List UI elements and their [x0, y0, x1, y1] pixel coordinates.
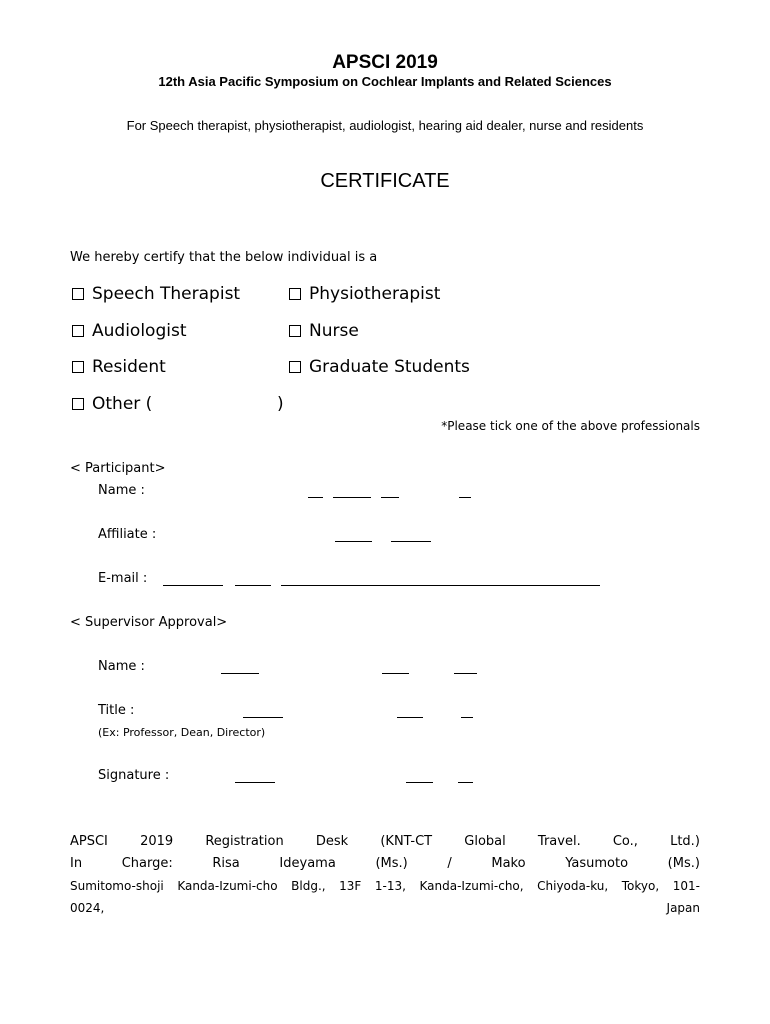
option-label: Nurse — [309, 321, 359, 341]
supervisor-name-label: Name : — [98, 659, 145, 674]
supervisor-section-title: < Supervisor Approval> — [70, 615, 228, 630]
other-close-paren: ) — [277, 394, 284, 414]
underline — [243, 703, 283, 718]
option-label: Resident — [92, 357, 166, 377]
footer-word: Tokyo, — [621, 879, 660, 893]
participant-affiliate-field[interactable] — [163, 527, 465, 543]
footer-in-charge — [70, 856, 700, 871]
conference-subtitle: 12th Asia Pacific Symposium on Cochlear Implants and Related Sciences — [158, 74, 612, 89]
underline — [235, 768, 275, 783]
supervisor-title-example: (Ex: Professor, Dean, Director) — [98, 726, 266, 739]
option-label: Graduate Students — [309, 357, 470, 377]
footer-word: Kanda-Izumi-cho — [177, 879, 278, 893]
option-label: Speech Therapist — [92, 284, 241, 304]
participant-email-field[interactable] — [163, 571, 600, 587]
underline — [454, 659, 477, 674]
supervisor-title-label: Title : — [98, 703, 135, 718]
option-label: Audiologist — [92, 321, 187, 341]
option-label: Physiotherapist — [309, 284, 441, 304]
checkbox-icon[interactable] — [289, 361, 301, 373]
underline — [382, 659, 409, 674]
underline — [458, 768, 473, 783]
underline — [391, 527, 431, 542]
option-graduate-students[interactable] — [289, 357, 470, 377]
footer-word: Co., — [612, 834, 638, 849]
option-audiologist[interactable] — [72, 321, 186, 341]
footer-word: Charge: — [121, 856, 173, 871]
underline — [281, 571, 600, 586]
participant-name-field[interactable] — [163, 483, 471, 499]
footer-word: Registration — [205, 834, 284, 849]
underline — [235, 571, 271, 586]
underline — [461, 703, 473, 718]
supervisor-signature-field[interactable] — [179, 768, 473, 784]
participant-section-title: < Participant> — [70, 461, 166, 476]
checkbox-icon[interactable] — [72, 398, 84, 410]
footer-word: Bldg., — [291, 879, 326, 893]
footer-word: (Ms.) — [375, 856, 408, 871]
footer-word: Sumitomo-shoji — [70, 879, 164, 893]
tick-note: *Please tick one of the above professionals — [441, 419, 700, 433]
underline — [333, 483, 371, 498]
checkbox-icon[interactable] — [72, 325, 84, 337]
footer-word: Mako — [491, 856, 526, 871]
checkbox-icon[interactable] — [289, 288, 301, 300]
footer-word: 0024, — [70, 901, 105, 915]
footer-word: 2019 — [140, 834, 174, 849]
footer-word: Kanda-Izumi-cho, — [419, 879, 524, 893]
footer-word: Ideyama — [279, 856, 336, 871]
certificate-heading: CERTIFICATE — [320, 170, 450, 192]
supervisor-title-field[interactable] — [179, 703, 473, 719]
footer-word: 1-13, — [374, 879, 406, 893]
footer-word: Desk — [315, 834, 349, 849]
option-other[interactable] — [72, 394, 152, 414]
checkbox-icon[interactable] — [72, 361, 84, 373]
footer-word: 101- — [672, 879, 700, 893]
underline — [335, 527, 372, 542]
underline — [459, 483, 471, 498]
footer-address-cont — [70, 901, 700, 915]
participant-email-label: E-mail : — [98, 571, 148, 586]
certify-statement: We hereby certify that the below individual is a — [70, 250, 378, 265]
footer-word: Travel. — [537, 834, 581, 849]
option-resident[interactable] — [72, 357, 166, 377]
underline — [308, 483, 323, 498]
underline — [163, 571, 223, 586]
footer-word: Ltd.) — [670, 834, 700, 849]
footer-word: (KNT-CT — [380, 834, 433, 849]
conference-title: APSCI 2019 — [332, 52, 438, 73]
participant-name-label: Name : — [98, 483, 145, 498]
footer-registration-desk — [70, 834, 700, 849]
option-label: Other ( — [92, 394, 153, 414]
option-speech-therapist[interactable] — [72, 284, 240, 304]
underline — [221, 659, 259, 674]
option-nurse[interactable] — [289, 321, 359, 341]
supervisor-name-field[interactable] — [179, 659, 477, 675]
other-input[interactable] — [160, 406, 274, 407]
footer-word: Chiyoda-ku, — [537, 879, 609, 893]
footer-word: (Ms.) — [667, 856, 700, 871]
checkbox-icon[interactable] — [72, 288, 84, 300]
option-physiotherapist[interactable] — [289, 284, 440, 304]
footer-word: Yasumoto — [565, 856, 629, 871]
participant-affiliate-label: Affiliate : — [98, 527, 157, 542]
underline — [381, 483, 399, 498]
footer-word: / — [447, 856, 452, 871]
footer-word: In — [70, 856, 83, 871]
supervisor-signature-label: Signature : — [98, 768, 170, 783]
underline — [397, 703, 423, 718]
footer-word: 13F — [339, 879, 362, 893]
footer-word: Risa — [212, 856, 240, 871]
footer-word: APSCI — [70, 834, 108, 849]
underline — [406, 768, 433, 783]
footer-word: Japan — [666, 901, 700, 915]
checkbox-icon[interactable] — [289, 325, 301, 337]
audience-line: For Speech therapist, physiotherapist, audiologist, hearing aid dealer, nurse and residents — [126, 118, 644, 133]
footer-word: Global — [464, 834, 506, 849]
footer-address — [70, 879, 700, 893]
